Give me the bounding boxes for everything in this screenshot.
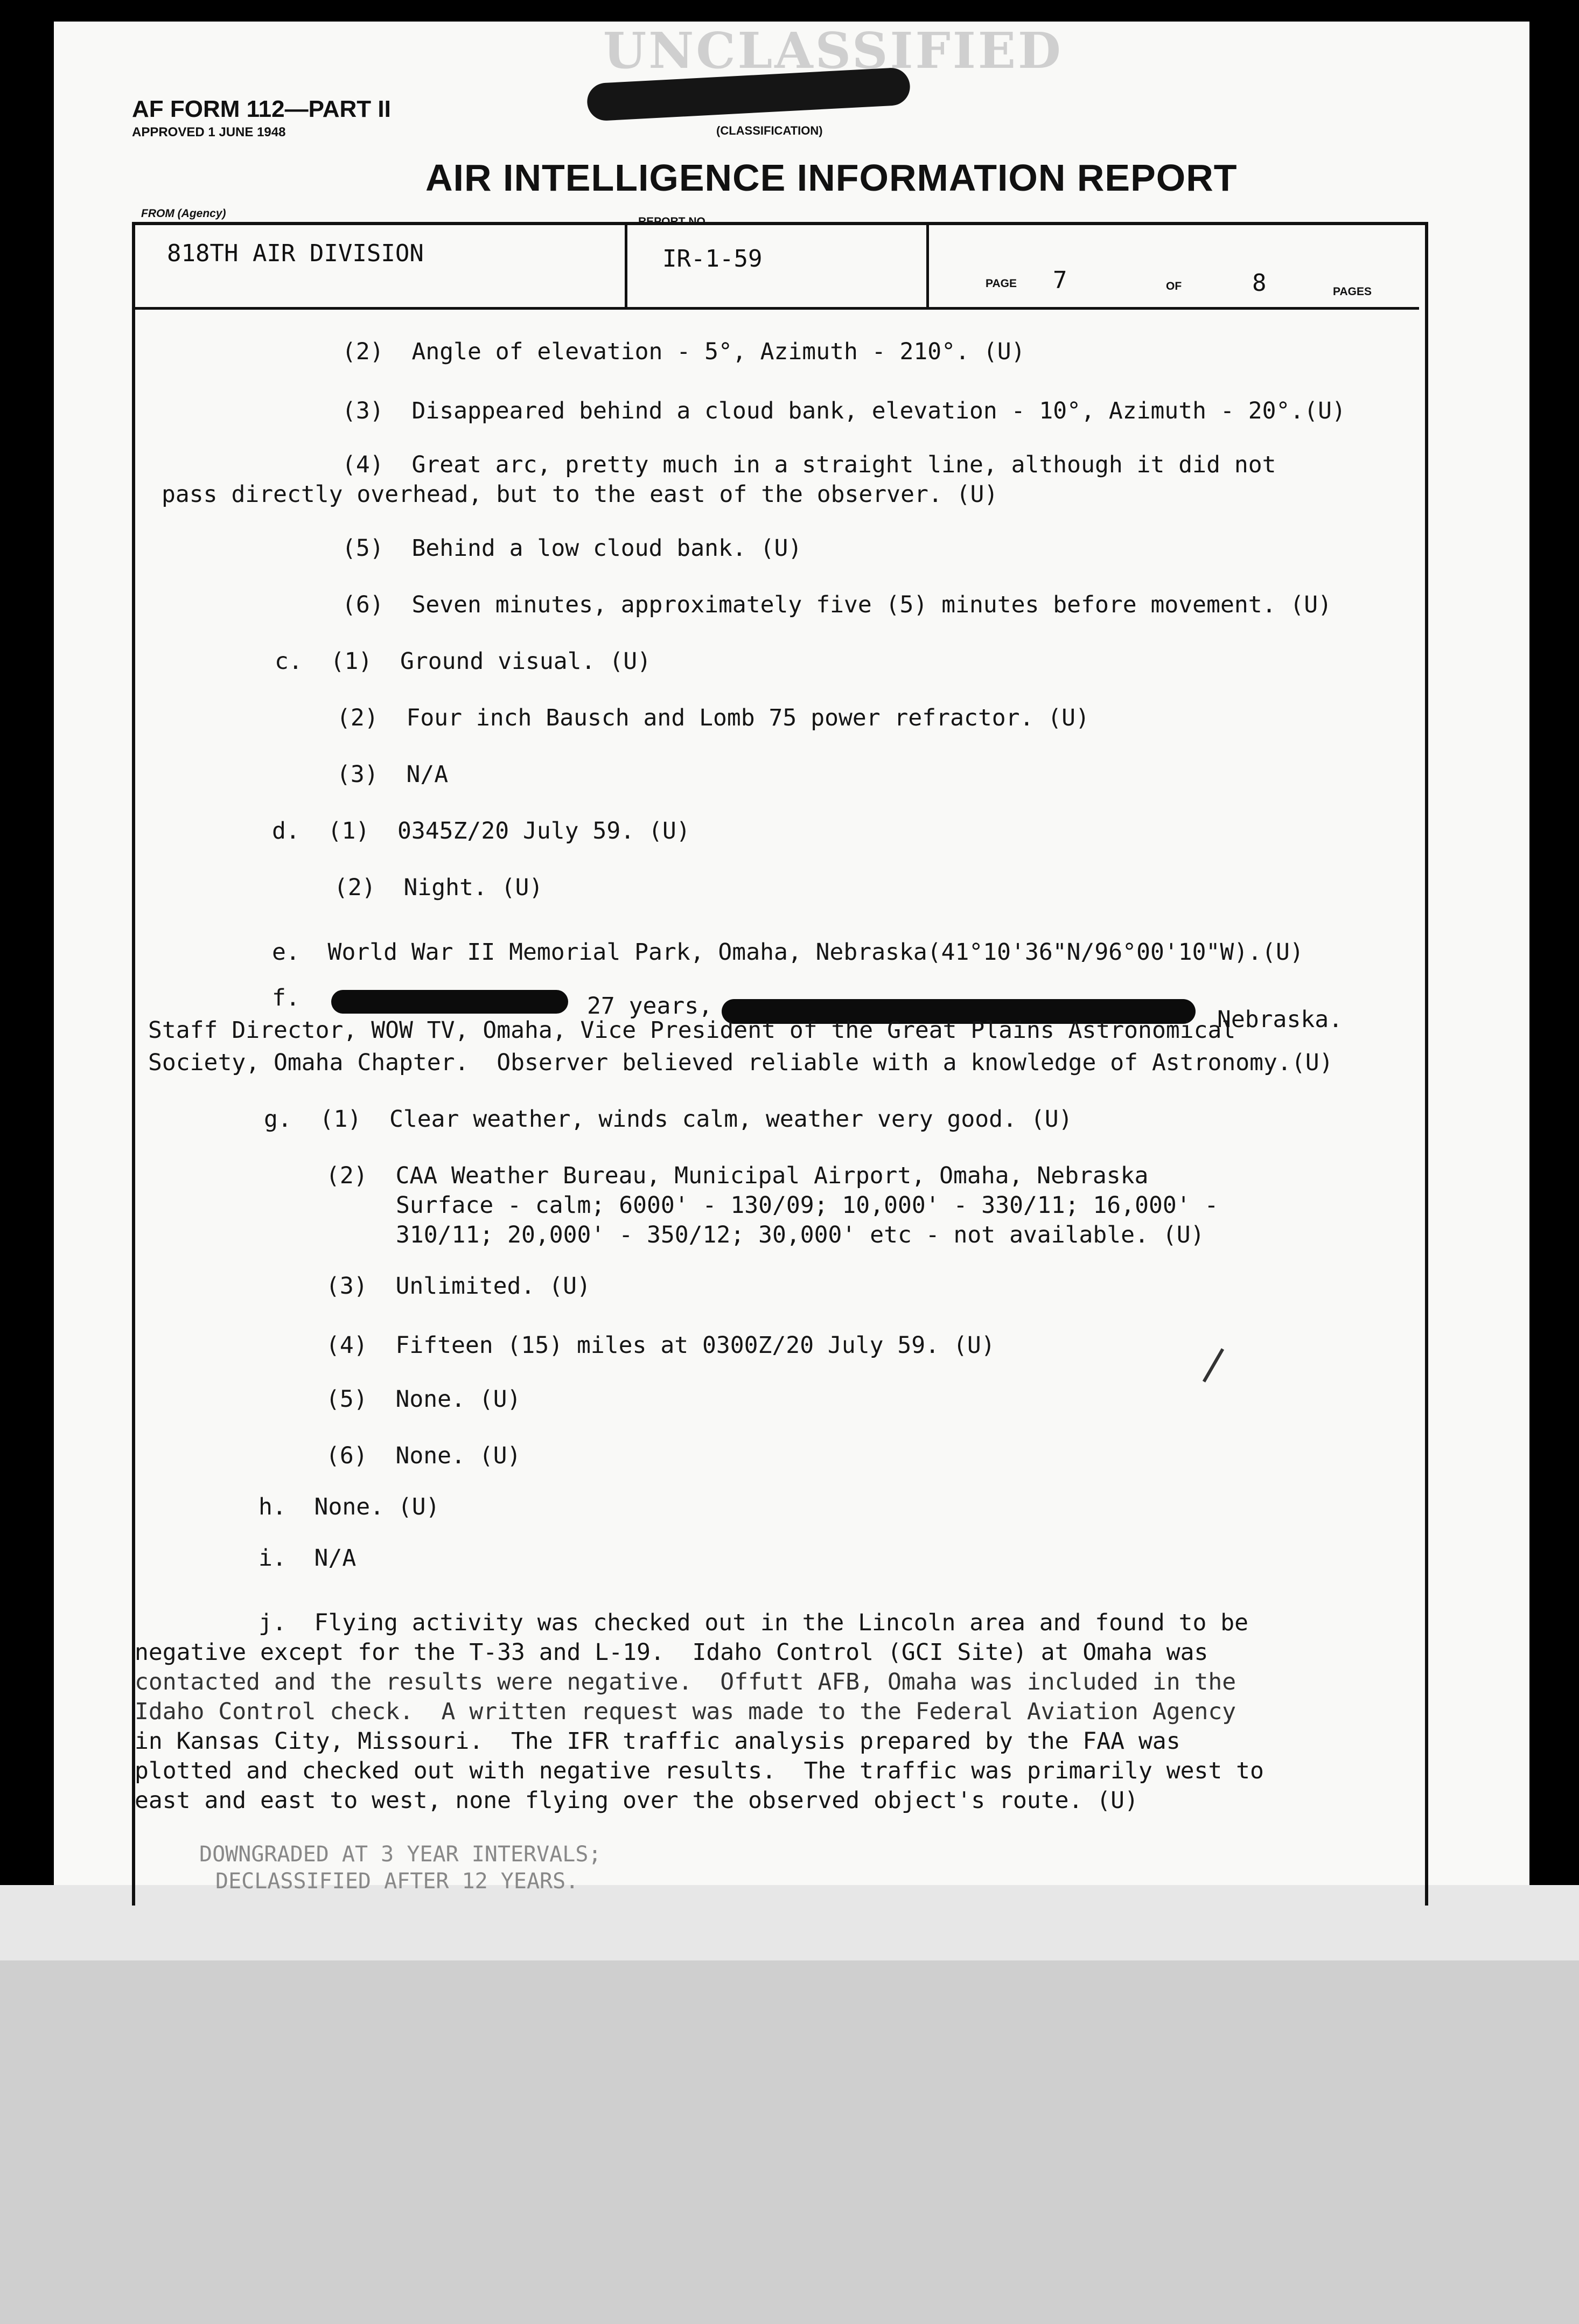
item-g5: (5) None. (U) [326,1386,521,1413]
page-label: PAGE [986,277,1017,290]
item-j-line4: Idaho Control check. A written request was made to the Federal Aviation Agency [135,1698,1236,1725]
report-title: AIR INTELLIGENCE INFORMATION REPORT [425,157,1238,199]
item-e: e. World War II Memorial Park, Omaha, Nebraska(41°10'36"N/96°00'10"W).(U) [272,939,1304,966]
item-f-state: Nebraska. [1217,1006,1343,1033]
item-b4-line1: (4) Great arc, pretty much in a straight line, although it did not [342,451,1276,478]
item-j-line3: contacted and the results were negative. Offutt AFB, Omaha was included in the [135,1669,1236,1695]
field-divider-2 [926,222,929,308]
item-j-line7: east and east to west, none flying over the observed object's route. (U) [135,1787,1138,1814]
item-i: i. N/A [258,1545,357,1572]
item-f-label: f. [272,985,300,1011]
classification-label: (CLASSIFICATION) [716,124,823,137]
item-j-line1: j. Flying activity was checked out in the Lincoln area and found to be [258,1609,1249,1636]
pages-label: PAGES [1333,285,1372,298]
item-b2: (2) Angle of elevation - 5°, Azimuth - 210°. (U) [342,338,1025,365]
item-g6: (6) None. (U) [326,1442,521,1469]
item-c3: (3) N/A [337,761,449,788]
report-no-label: REPORT NO. [638,215,709,228]
downgrade-notice-line2: DECLASSIFIED AFTER 12 YEARS. [215,1869,579,1894]
form-id: AF FORM 112—PART II [132,96,391,122]
field-divider-1 [625,222,627,308]
item-h: h. None. (U) [258,1493,440,1520]
item-c1: c. (1) Ground visual. (U) [275,648,651,675]
item-f-line2: Staff Director, WOW TV, Omaha, Vice President of the Great Plains Astronomical [148,1017,1236,1044]
item-j-line5: in Kansas City, Missouri. The IFR traffic analysis prepared by the FAA was [135,1728,1180,1755]
classification-stamp: UNCLASSIFIED [603,22,1063,80]
item-j-line2: negative except for the T-33 and L-19. Idaho Control (GCI Site) at Omaha was [135,1639,1208,1666]
item-c2: (2) Four inch Bausch and Lomb 75 power refractor. (U) [337,704,1089,731]
item-g2-line2: Surface - calm; 6000' - 130/09; 10,000' - 330/11; 16,000' - [396,1192,1219,1219]
downgrade-notice-line1: DOWNGRADED AT 3 YEAR INTERVALS; [199,1842,602,1867]
report-no-value: IR-1-59 [662,245,763,273]
of-value: 8 [1252,269,1267,297]
from-label: FROM (Agency) [141,207,226,220]
redaction-name [331,990,568,1014]
item-g2-line1: (2) CAA Weather Bureau, Municipal Airport, Omaha, Nebraska [326,1162,1149,1189]
item-g1: g. (1) Clear weather, winds calm, weather very good. (U) [264,1106,1073,1133]
approval-date: APPROVED 1 JUNE 1948 [132,125,286,139]
item-d1: d. (1) 0345Z/20 July 59. (U) [272,818,690,845]
item-f-age: 27 years, [587,993,712,1020]
page-value: 7 [1053,267,1067,294]
item-g4: (4) Fifteen (15) miles at 0300Z/20 July 59. (U) [326,1332,995,1359]
item-b6: (6) Seven minutes, approximately five (5) minutes before movement. (U) [342,591,1332,618]
scan-margin [0,1885,1579,2324]
item-d2: (2) Night. (U) [334,874,543,901]
of-label: OF [1166,280,1182,292]
item-g2-line3: 310/11; 20,000' - 350/12; 30,000' etc - not available. (U) [396,1222,1205,1248]
item-b3: (3) Disappeared behind a cloud bank, elevation - 10°, Azimuth - 20°.(U) [342,397,1346,424]
item-f-line3: Society, Omaha Chapter. Observer believed reliable with a knowledge of Astronomy.(U) [148,1049,1333,1076]
from-value: 818TH AIR DIVISION [167,240,424,267]
item-g3: (3) Unlimited. (U) [326,1273,591,1300]
item-b5: (5) Behind a low cloud bank. (U) [342,535,802,562]
item-b4-line2: pass directly overhead, but to the east of the observer. (U) [162,481,998,508]
item-j-line6: plotted and checked out with negative results. The traffic was primarily west to [135,1757,1264,1784]
header-divider [132,307,1419,310]
